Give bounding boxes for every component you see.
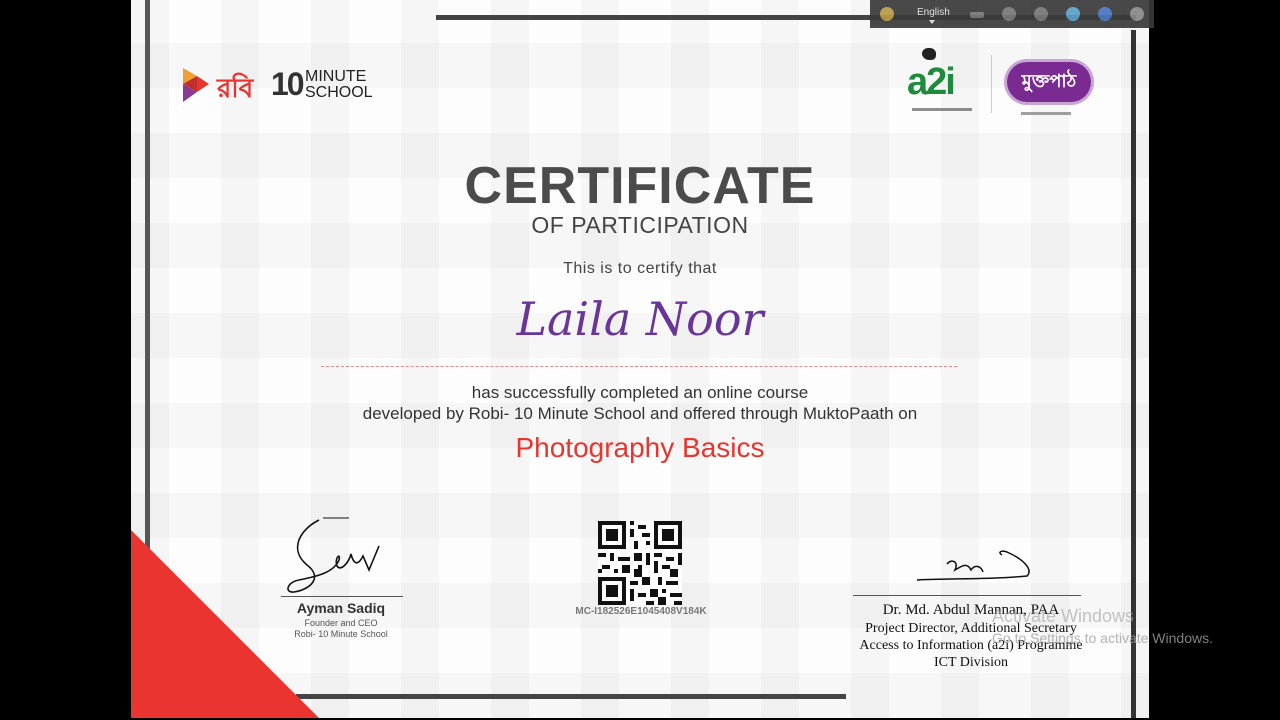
name-underline [321, 366, 957, 367]
minute-text: MINUTE [305, 68, 367, 85]
right-signatory-role: Project Director, Additional Secretary [865, 621, 1077, 636]
frame-bottom-bar [296, 694, 846, 699]
gear-icon[interactable] [1034, 7, 1048, 21]
right-signatory-name: Dr. Md. Abdul Mannan, PAA [882, 602, 1060, 618]
logo-divider [991, 55, 992, 113]
right-signature-line [853, 595, 1081, 596]
chess-piece-icon[interactable] [1002, 7, 1016, 21]
bird-icon [922, 48, 936, 60]
power-icon[interactable] [1130, 7, 1144, 21]
completion-line-1: has successfully completed an online course [471, 383, 809, 402]
keyboard-icon[interactable] [970, 12, 984, 18]
certify-text: This is to certify that [563, 260, 717, 277]
pen-icon[interactable] [1066, 7, 1080, 21]
activate-windows-title: Activate Windows [992, 606, 1135, 626]
left-signatory-org: Robi- 10 Minute School [294, 629, 388, 639]
a2i-logo [904, 48, 974, 123]
school-text: SCHOOL [305, 84, 373, 101]
left-signature-line [281, 596, 403, 597]
lock-icon[interactable] [880, 7, 894, 21]
minute-school-text [305, 69, 373, 101]
robi-10-minute-school-logo [183, 66, 433, 108]
viewer-toolbar [870, 0, 1154, 28]
certificate-subtitle: OF PARTICIPATION [531, 212, 749, 238]
muktopaath-logo: মুক্তপাঠ [1007, 62, 1091, 102]
dr-mannan-signature [907, 540, 1037, 590]
right-signatory-division: ICT Division [933, 655, 1009, 670]
a2i-text: a2i [907, 61, 954, 103]
ayman-sadiq-signature [279, 510, 403, 600]
certificate-title: CERTIFICATE [464, 157, 816, 215]
qr-code-icon [598, 521, 682, 605]
a2i-tagline-bar [912, 108, 972, 111]
robi-bangla-text: রবি [217, 74, 254, 104]
language-selector[interactable]: English [917, 7, 950, 18]
ten-text: 10 [271, 66, 303, 102]
activate-windows-hint: Go to Settings to activate Windows. [992, 630, 1213, 646]
help-icon[interactable] [1098, 7, 1112, 21]
chevron-down-icon[interactable] [929, 20, 935, 24]
verification-code: MC-I182526E1045408V184K [575, 606, 707, 617]
muktopaath-tagline-bar [1021, 112, 1071, 115]
left-signatory-name: Ayman Sadiq [296, 600, 386, 616]
course-title: Photography Basics [515, 432, 765, 463]
left-signatory-role: Founder and CEO [304, 618, 378, 628]
completion-line-2: developed by Robi- 10 Minute School and offered through MuktoPaath on [362, 404, 918, 423]
robi-logo-icon [183, 66, 211, 104]
right-signatory-programme: Access to Information (a2i) Programme [859, 638, 1083, 653]
completion-text [131, 382, 1149, 424]
recipient-name: Laila Noor [516, 292, 764, 346]
